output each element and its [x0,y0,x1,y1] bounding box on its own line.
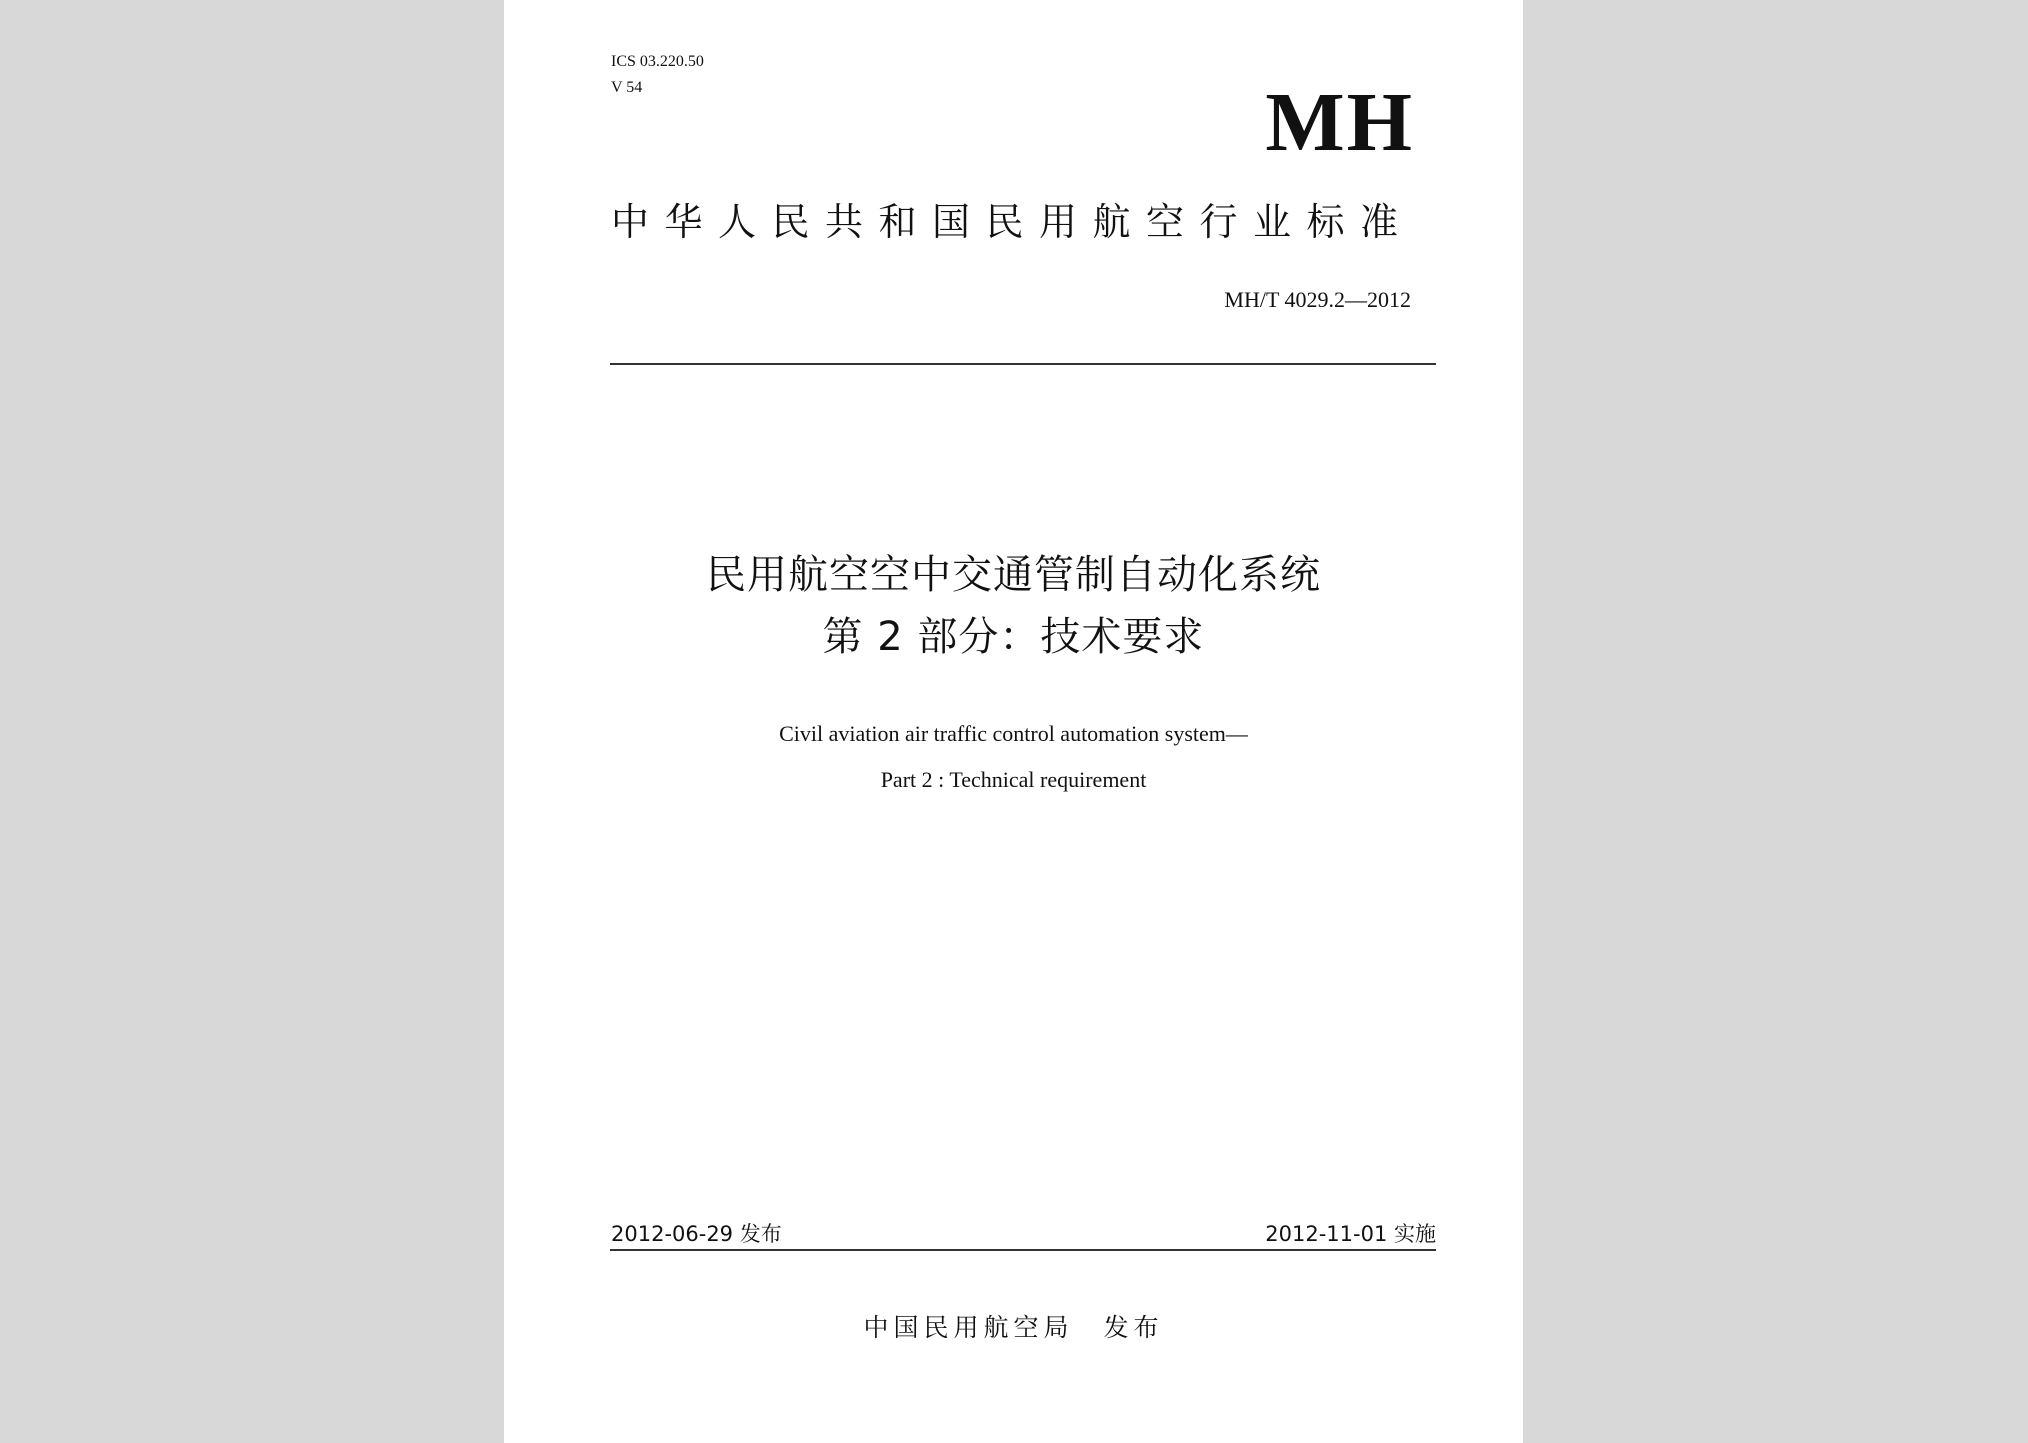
publisher: 中国民用航空局 发布 [863,1313,1164,1342]
issue-date: 2012-06-29 发布 [611,1222,782,1246]
header-divider [610,363,1436,365]
title-english-line-2: Part 2 : Technical requirement [880,767,1147,792]
ccs-code: V 54 [611,79,643,96]
document-page [504,0,1523,1443]
title-chinese-line-2: 第 2 部分：技术要求 [822,614,1205,660]
title-chinese-line-1: 民用航空空中交通管制自动化系统 [706,552,1321,598]
footer-divider [610,1249,1436,1251]
standard-type: 中华人民共和国民用航空行业标准 [611,200,1414,244]
implementation-date: 2012-11-01 实施 [1265,1222,1436,1246]
title-english-line-1: Civil aviation air traffic control automation system— [779,721,1248,746]
standard-number: MH/T 4029.2—2012 [1224,287,1411,312]
ics-code: ICS 03.220.50 [611,53,704,70]
standard-logo: MH [1265,76,1414,169]
